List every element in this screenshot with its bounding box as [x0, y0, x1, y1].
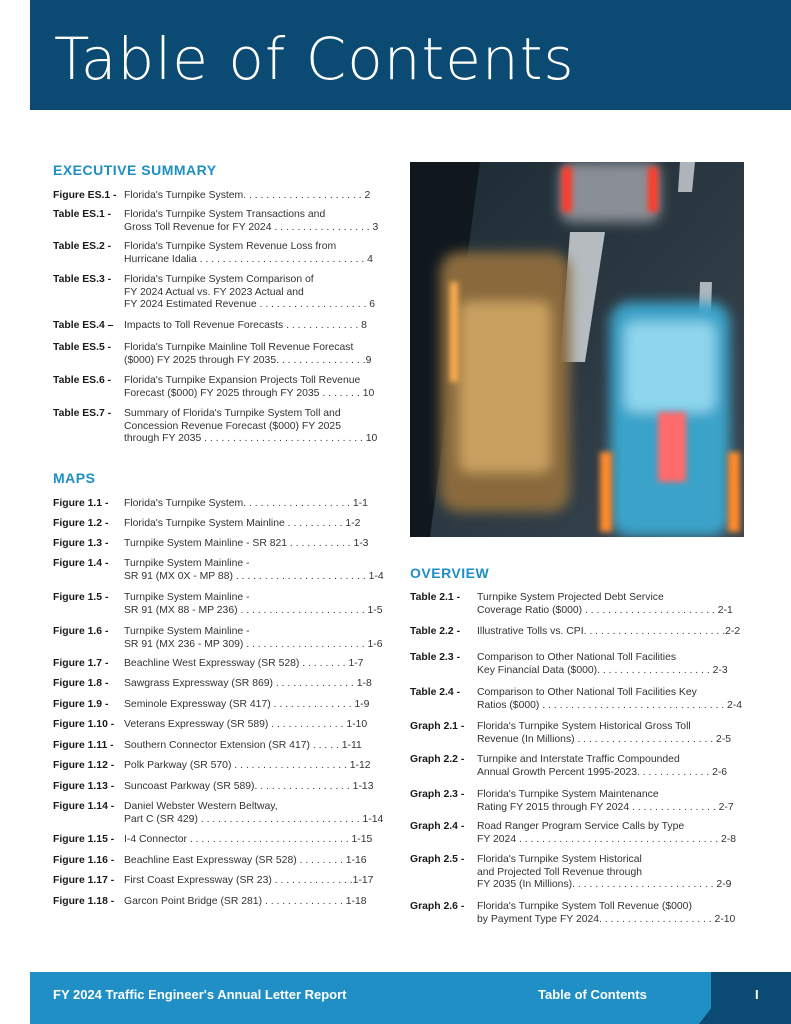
toc-entry-line: Comparison to Other National Toll Facilities	[477, 652, 677, 663]
toc-entry-line: Southern Connector Extension (SR 417) . . . . . 1-11	[124, 740, 362, 751]
toc-entry[interactable]	[53, 719, 367, 732]
toc-entry-line: Forecast ($000) FY 2025 through FY 2035 . . . . . . . 10	[124, 387, 375, 399]
toc-entry-text	[124, 375, 374, 400]
toc-entry-line: Revenue (In Millions) . . . . . . . . . . . . . . . . . . . . . . . . 2-5	[477, 733, 732, 745]
toc-entry-label: Table ES.4 –	[53, 320, 114, 331]
toc-entry-label: Table ES.7 -	[53, 408, 112, 419]
footer-report-title: FY 2024 Traffic Engineer's Annual Letter Report	[53, 987, 347, 1002]
toc-entry-label: Figure 1.8 -	[53, 678, 109, 689]
toc-entry-text	[124, 658, 363, 671]
toc-entry-line: Suncoast Parkway (SR 589). . . . . . . . . . . . . . . . . 1-13	[124, 781, 374, 792]
toc-entry[interactable]	[53, 498, 368, 511]
toc-entry[interactable]	[53, 875, 373, 888]
toc-entry[interactable]	[410, 754, 727, 779]
toc-entry-label: Figure 1.16 -	[53, 855, 115, 866]
toc-entry-label: Figure 1.2 -	[53, 518, 109, 529]
toc-entry-label: Graph 2.6 -	[410, 901, 465, 912]
toc-entry-line: Sawgrass Expressway (SR 869) . . . . . . . . . . . . . . 1-8	[124, 678, 372, 689]
toc-entry-line: Florida's Turnpike System Maintenance	[477, 789, 659, 800]
toc-entry-label: Table ES.5 -	[53, 342, 112, 353]
toc-entry-label: Figure 1.5 -	[53, 592, 109, 603]
toc-entry-line: Florida's Turnpike Expansion Projects Toll Revenue	[124, 375, 361, 386]
toc-entry[interactable]	[53, 834, 372, 847]
toc-entry-label: Graph 2.5 -	[410, 854, 465, 865]
toc-entry-line: Beachline East Expressway (SR 528) . . . . . . . . 1-16	[124, 855, 367, 866]
toc-entry[interactable]	[410, 854, 731, 892]
toc-entry-text	[477, 592, 733, 617]
toc-entry[interactable]	[53, 375, 374, 400]
toc-entry-text	[477, 754, 727, 779]
footer-section-name: Table of Contents	[538, 987, 647, 1002]
toc-entry-text	[124, 592, 383, 617]
toc-entry-line: FY 2024 Actual vs. FY 2023 Actual and	[124, 286, 304, 298]
toc-entry-text	[124, 209, 378, 234]
toc-entry-text	[124, 241, 373, 266]
toc-entry-label: Figure 1.10 -	[53, 719, 115, 730]
toc-entry[interactable]	[410, 721, 731, 746]
toc-entry-text	[124, 760, 371, 773]
toc-entry-line: Comparison to Other National Toll Facilities Key	[477, 687, 697, 698]
toc-entry-text	[477, 652, 728, 677]
toc-entry-line: Concession Revenue Forecast ($000) FY 2025	[124, 420, 341, 432]
toc-entry[interactable]	[410, 789, 734, 814]
toc-entry-label: Figure 1.4 -	[53, 558, 109, 569]
toc-entry-text	[477, 821, 736, 846]
toc-entry-line: Impacts to Toll Revenue Forecasts . . . . . . . . . . . . . 8	[124, 320, 367, 331]
toc-entry-line: I-4 Connector . . . . . . . . . . . . . . . . . . . . . . . . . . . . 1-15	[124, 834, 373, 845]
toc-entry-text	[124, 875, 373, 888]
toc-entry-label: Figure 1.17 -	[53, 875, 115, 886]
toc-entry-line: Annual Growth Percent 1995-2023. . . . . . . . . . . . . 2-6	[477, 766, 728, 778]
toc-entry-line: Seminole Expressway (SR 417) . . . . . . . . . . . . . . 1-9	[124, 699, 370, 710]
toc-entry-label: Figure 1.3 -	[53, 538, 109, 549]
toc-entry[interactable]	[410, 626, 740, 639]
toc-entry-text	[124, 558, 384, 583]
toc-entry-text	[124, 190, 370, 203]
toc-entry-line: Ratios ($000) . . . . . . . . . . . . . . . . . . . . . . . . . . . . . . . . 2-4	[477, 699, 743, 711]
toc-entry-line: First Coast Expressway (SR 23) . . . . . . . . . . . . . .1-17	[124, 875, 374, 886]
toc-entry-line: Rating FY 2015 through FY 2024 . . . . . . . . . . . . . . . 2-7	[477, 801, 734, 813]
toc-entry-label: Graph 2.3 -	[410, 789, 465, 800]
toc-entry-text	[124, 408, 377, 446]
toc-entry-line: ($000) FY 2025 through FY 2035. . . . . . . . . . . . . . . .9	[124, 354, 372, 366]
toc-entry-line: Beachline West Expressway (SR 528) . . . . . . . . 1-7	[124, 658, 364, 669]
section-title-overview: OVERVIEW	[410, 565, 490, 581]
toc-entry-line: Coverage Ratio ($000) . . . . . . . . . . . . . . . . . . . . . . . 2-1	[477, 604, 733, 616]
toc-entry-text	[477, 721, 731, 746]
toc-entry[interactable]	[53, 740, 362, 753]
toc-entry[interactable]	[53, 801, 383, 826]
toc-entry[interactable]	[53, 658, 363, 671]
toc-entry-line: Road Ranger Program Service Calls by Type	[477, 821, 685, 832]
toc-entry-text	[124, 834, 372, 847]
toc-entry[interactable]	[53, 190, 370, 203]
toc-entry[interactable]	[410, 901, 735, 926]
toc-entry-label: Figure 1.18 -	[53, 896, 115, 907]
toc-entry-line: FY 2035 (In Millions). . . . . . . . . . . . . . . . . . . . . . . . . 2-9	[477, 879, 732, 890]
toc-entry-line: SR 91 (MX 236 - MP 309) . . . . . . . . . . . . . . . . . . . . . 1-6	[124, 638, 383, 650]
toc-entry-text	[124, 626, 383, 651]
toc-entry[interactable]	[53, 699, 369, 712]
toc-entry-label: Graph 2.1 -	[410, 721, 465, 732]
page-number: I	[755, 987, 759, 1002]
toc-entry-line: Florida's Turnpike System Toll Revenue ($000)	[477, 901, 692, 912]
toc-entry[interactable]	[53, 558, 384, 583]
toc-entry-label: Figure 1.14 -	[53, 801, 115, 812]
toc-entry-text	[124, 699, 369, 712]
toc-entry-line: FY 2024 . . . . . . . . . . . . . . . . . . . . . . . . . . . . . . . . . . . 2-8	[477, 833, 737, 845]
toc-entry-line: Turnpike and Interstate Traffic Compounded	[477, 754, 680, 765]
traffic-photo	[410, 162, 744, 537]
toc-entry-text	[124, 498, 368, 511]
toc-entry[interactable]	[53, 855, 367, 868]
toc-entry-line: by Payment Type FY 2024. . . . . . . . . . . . . . . . . . . . 2-10	[477, 913, 736, 925]
section-title-maps: MAPS	[53, 470, 96, 486]
toc-entry-label: Table 2.4 -	[410, 687, 461, 698]
toc-entry-line: Florida's Turnpike System Mainline . . . . . . . . . . 1-2	[124, 518, 361, 529]
toc-entry-line: Turnpike System Mainline -	[124, 626, 250, 637]
toc-entry[interactable]	[53, 592, 383, 617]
toc-entry-line: Florida's Turnpike System. . . . . . . . . . . . . . . . . . . . . 2	[124, 190, 371, 201]
toc-entry-text	[124, 855, 367, 868]
toc-entry-line: Part C (SR 429) . . . . . . . . . . . . . . . . . . . . . . . . . . . . 1-14	[124, 813, 384, 825]
toc-entry-text	[477, 854, 731, 892]
toc-entry-label: Table 2.3 -	[410, 652, 461, 663]
toc-entry-text	[477, 901, 735, 926]
toc-entry-text	[124, 801, 383, 826]
toc-entry[interactable]	[53, 209, 378, 234]
page-header	[30, 0, 791, 110]
toc-entry-text	[477, 687, 742, 712]
toc-entry-line: Illustrative Tolls vs. CPI. . . . . . . . . . . . . . . . . . . . . . . . .2-2	[477, 626, 741, 637]
toc-entry[interactable]	[53, 342, 371, 367]
toc-entry[interactable]	[53, 518, 360, 531]
toc-entry-line: Florida's Turnpike System Historical Gross Toll	[477, 721, 691, 732]
toc-entry-label: Figure 1.12 -	[53, 760, 115, 771]
toc-entry[interactable]	[410, 652, 728, 677]
toc-entry-line: Turnpike System Mainline -	[124, 592, 250, 603]
toc-entry[interactable]	[53, 760, 371, 773]
page-title: Table of Contents	[54, 25, 575, 93]
toc-entry[interactable]	[410, 821, 736, 846]
toc-entry[interactable]	[53, 408, 377, 446]
toc-entry-line: Florida's Turnpike Mainline Toll Revenue Forecast	[124, 342, 354, 353]
toc-entry-label: Table 2.1 -	[410, 592, 461, 603]
toc-entry-line: Veterans Expressway (SR 589) . . . . . . . . . . . . . 1-10	[124, 719, 368, 730]
toc-entry-text	[124, 781, 373, 794]
page-footer	[30, 972, 791, 1024]
toc-entry-label: Figure ES.1 -	[53, 190, 117, 201]
toc-entry-line: Gross Toll Revenue for FY 2024 . . . . . . . . . . . . . . . . . 3	[124, 221, 379, 233]
toc-entry-label: Figure 1.13 -	[53, 781, 115, 792]
toc-entry-label: Figure 1.11 -	[53, 740, 114, 751]
toc-entry[interactable]	[410, 687, 742, 712]
toc-entry-line: Florida's Turnpike System Comparison of	[124, 274, 314, 285]
toc-entry-line: Turnpike System Mainline - SR 821 . . . . . . . . . . . 1-3	[124, 538, 369, 549]
toc-entry-text	[124, 274, 375, 312]
toc-entry[interactable]	[410, 592, 733, 617]
toc-entry-line: Key Financial Data ($000). . . . . . . . . . . . . . . . . . . . 2-3	[477, 664, 728, 676]
toc-entry[interactable]	[53, 320, 367, 333]
toc-entry-line: Turnpike System Projected Debt Service	[477, 592, 664, 603]
toc-entry-line: Florida's Turnpike System. . . . . . . . . . . . . . . . . . . 1-1	[124, 498, 368, 509]
toc-entry-text	[477, 626, 740, 639]
toc-entry-line: Daniel Webster Western Beltway,	[124, 801, 278, 812]
toc-entry[interactable]	[53, 896, 367, 909]
toc-entry[interactable]	[53, 241, 373, 266]
toc-entry[interactable]	[53, 626, 383, 651]
toc-entry-label: Figure 1.7 -	[53, 658, 109, 669]
toc-entry-line: SR 91 (MX 88 - MP 236) . . . . . . . . . . . . . . . . . . . . . . 1-5	[124, 604, 383, 616]
toc-entry[interactable]	[53, 538, 368, 551]
toc-entry-line: SR 91 (MX 0X - MP 88) . . . . . . . . . . . . . . . . . . . . . . . 1-4	[124, 570, 384, 582]
toc-entry-text	[124, 740, 362, 753]
toc-entry-text	[124, 719, 367, 732]
toc-entry-line: Florida's Turnpike System Revenue Loss from	[124, 241, 337, 252]
toc-entry-text	[124, 678, 372, 691]
toc-entry-text	[124, 538, 368, 551]
toc-entry-label: Table ES.1 -	[53, 209, 112, 220]
toc-entry[interactable]	[53, 781, 373, 794]
toc-entry-label: Figure 1.1 -	[53, 498, 109, 509]
section-title-executive-summary: EXECUTIVE SUMMARY	[53, 162, 217, 178]
toc-entry-label: Figure 1.15 -	[53, 834, 115, 845]
toc-entry-label: Table 2.2 -	[410, 626, 461, 637]
toc-entry-text	[124, 342, 371, 367]
toc-entry-label: Figure 1.6 -	[53, 626, 109, 637]
toc-entry-line: and Projected Toll Revenue through	[477, 866, 643, 878]
toc-entry-line: Summary of Florida's Turnpike System Toll and	[124, 408, 341, 419]
toc-entry-line: Florida's Turnpike System Historical	[477, 854, 642, 865]
toc-entry-line: Polk Parkway (SR 570) . . . . . . . . . . . . . . . . . . . . 1-12	[124, 760, 371, 771]
toc-entry-text	[124, 320, 367, 333]
toc-entry-line: Turnpike System Mainline -	[124, 558, 250, 569]
toc-entry-label: Graph 2.2 -	[410, 754, 465, 765]
toc-entry-label: Graph 2.4 -	[410, 821, 465, 832]
toc-entry-text	[124, 518, 360, 531]
toc-entry-line: through FY 2035 . . . . . . . . . . . . . . . . . . . . . . . . . . . . 10	[124, 433, 378, 444]
toc-entry-line: Florida's Turnpike System Transactions and	[124, 209, 326, 220]
toc-entry-label: Table ES.3 -	[53, 274, 112, 285]
toc-entry[interactable]	[53, 274, 375, 312]
toc-entry-text	[124, 896, 367, 909]
toc-entry-line: Hurricane Idalia . . . . . . . . . . . . . . . . . . . . . . . . . . . . . 4	[124, 253, 373, 265]
toc-entry-line: FY 2024 Estimated Revenue . . . . . . . . . . . . . . . . . . . 6	[124, 299, 376, 310]
toc-entry-line: Garcon Point Bridge (SR 281) . . . . . . . . . . . . . . 1-18	[124, 896, 367, 907]
toc-entry-label: Table ES.6 -	[53, 375, 112, 386]
toc-entry[interactable]	[53, 678, 372, 691]
toc-entry-text	[477, 789, 734, 814]
toc-entry-label: Table ES.2 -	[53, 241, 112, 252]
toc-entry-label: Figure 1.9 -	[53, 699, 109, 710]
